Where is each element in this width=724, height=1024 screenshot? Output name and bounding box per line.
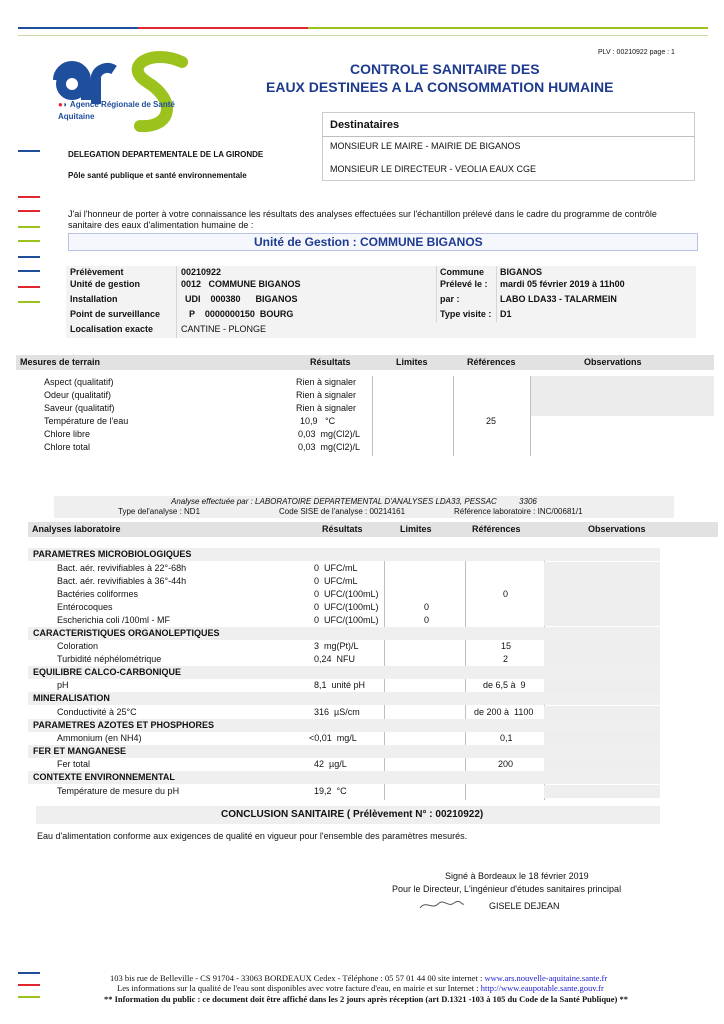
- labo-row-ref: 0,1: [500, 733, 513, 743]
- terrain-row-ref: 25: [486, 416, 497, 426]
- terrain-row-name: Odeur (qualitatif): [44, 390, 112, 400]
- conclusion-title: CONCLUSION SANITAIRE ( Prélèvement N° : 00210922): [221, 809, 484, 820]
- labo-row-ref: 2: [503, 654, 509, 664]
- unite-value: 0012 COMMUNE BIGANOS: [181, 279, 301, 289]
- pole: Pôle santé publique et santé environnementale: [68, 171, 247, 180]
- preleve-value: mardi 05 février 2019 à 11h00: [500, 279, 625, 289]
- delegation: DELEGATION DEPARTEMENTALE DE LA GIRONDE: [68, 150, 264, 159]
- labo-row-result: 3 mg(Pt)/L: [314, 641, 359, 651]
- installation-value: UDI 000380 BIGANOS: [185, 294, 298, 304]
- section-title: EQUILIBRE CALCO-CARBONIQUE: [33, 667, 181, 677]
- terrain-row-name: Saveur (qualitatif): [44, 403, 115, 413]
- commune-label: Commune: [440, 267, 485, 277]
- section-title: PARAMETRES MICROBIOLOGIQUES: [33, 549, 192, 559]
- footer-info: Les informations sur la qualité de l'eau sont disponibles avec votre facture d'eau, en mairie et sur Internet : http://www.eaupotable.sante.gouv.fr: [117, 983, 604, 993]
- section-title: FER ET MANGANESE: [33, 746, 127, 756]
- labo-row-name: Bact. aér. revivifiables à 36°-44h: [57, 576, 187, 586]
- logo-agency: ●◗ Agence Régionale de Santé: [58, 100, 175, 109]
- terrain-row-result: 0,03 mg(Cl2)/L: [298, 429, 361, 439]
- labo-row-result: 8,1 unité pH: [314, 680, 366, 690]
- labo-row-name: Escherichia coli /100ml - MF: [57, 615, 171, 625]
- labo-row-name: Conductivité à 25°C: [57, 707, 137, 717]
- prelevement-value: 00210922: [181, 267, 222, 277]
- labo-row-name: Entérocoques: [57, 602, 113, 612]
- signature-name: GISELE DEJEAN: [489, 901, 560, 911]
- par-value: LABO LDA33 - TALARMEIN: [500, 294, 617, 304]
- handwritten-signature: [418, 898, 466, 912]
- terrain-row-name: Chlore total: [44, 442, 91, 452]
- labo-row-name: Fer total: [57, 759, 91, 769]
- top-line-red: [138, 27, 308, 29]
- destinataire-2: MONSIEUR LE DIRECTEUR - VEOLIA EAUX CGE: [330, 164, 537, 174]
- destinataires-title: Destinataires: [330, 119, 400, 131]
- footer-address: 103 bis rue de Belleville - CS 91704 - 33063 BORDEAUX Cedex - Téléphone : 05 57 01 44 00 site internet : www.ars.nouvelle-aquitaine.sante.fr: [110, 973, 608, 983]
- labo-obs-cell-temp: [544, 785, 660, 798]
- labo-obs-cell-fer: [544, 758, 660, 771]
- terrain-header-refs: Références: [467, 357, 516, 367]
- intro-text: J'ai l'honneur de porter à votre connaissance les résultats des analyses effectuées sur l'échantillon prélevé dans le cadre du programme de contrôle sanitaire des eaux d'alimentation humaine de :: [68, 209, 657, 230]
- labo-type-analyse: Type del'analyse : ND1: [118, 507, 201, 516]
- point-label: Point de surveillance: [70, 309, 161, 319]
- labo-row-ref: 200: [498, 759, 514, 769]
- labo-row-name: Turbidité néphélométrique: [57, 654, 162, 664]
- unit-title: Unité de Gestion : COMMUNE BIGANOS: [254, 235, 483, 249]
- footer-mark-blue: [18, 972, 40, 974]
- terrain-row-result: 0,03 mg(Cl2)/L: [298, 442, 361, 452]
- terrain-row-name: Aspect (qualitatif): [44, 377, 114, 387]
- side-mark-blue: [18, 150, 40, 152]
- localisation-value: CANTINE - PLONGE: [181, 324, 267, 334]
- localisation-label: Localisation exacte: [70, 324, 154, 334]
- terrain-row-name: Température de l'eau: [44, 416, 129, 426]
- terrain-row-result: Rien à signaler: [296, 403, 357, 413]
- labo-row-limit: 0: [424, 615, 430, 625]
- labo-row-name: Température de mesure du pH: [57, 786, 180, 796]
- labo-header-refs: Références: [472, 524, 521, 534]
- labo-row-result: 42 µg/L: [314, 759, 347, 769]
- destinataires-divider: [322, 136, 694, 137]
- footer-link-ars[interactable]: www.ars.nouvelle-aquitaine.sante.fr: [484, 973, 608, 983]
- labo-header-limits: Limites: [400, 524, 432, 534]
- preleve-label: Prélevé le :: [440, 279, 488, 289]
- side-mark-blue: [18, 256, 40, 258]
- par-label: par :: [440, 294, 460, 304]
- installation-label: Installation: [70, 294, 118, 304]
- type-visite-label: Type visite :: [440, 309, 492, 319]
- destinataire-1: MONSIEUR LE MAIRE - MAIRIE DE BIGANOS: [330, 141, 521, 151]
- title-line-2: EAUX DESTINEES A LA CONSOMMATION HUMAINE: [266, 79, 614, 95]
- labo-obs-cell-ph: [544, 679, 660, 692]
- labo-row-ref: de 200 à 1100: [474, 707, 534, 717]
- commune-value: BIGANOS: [500, 267, 543, 277]
- point-value: P 0000000150 BOURG: [189, 309, 294, 319]
- labo-row-result: 0 UFC/mL: [314, 576, 358, 586]
- side-mark-red: [18, 210, 40, 212]
- terrain-header-results: Résultats: [310, 357, 351, 367]
- terrain-header-label: Mesures de terrain: [20, 357, 101, 367]
- labo-row-result: 19,2 °C: [314, 786, 347, 796]
- terrain-row-result: 10,9 °C: [300, 416, 336, 426]
- labo-row-ref: 0: [503, 589, 509, 599]
- labo-row-result: 0 UFC/mL: [314, 563, 358, 573]
- side-mark-green: [18, 240, 40, 242]
- labo-row-result: 0 UFC/(100mL): [314, 589, 379, 599]
- footer-link-eaupotable[interactable]: http://www.eaupotable.sante.gouv.fr: [480, 983, 604, 993]
- labo-obs-cell-cond: [544, 706, 660, 719]
- section-title: PARAMETRES AZOTES ET PHOSPHORES: [33, 720, 215, 730]
- side-mark-red: [18, 196, 40, 198]
- terrain-header-obs: Observations: [584, 357, 642, 367]
- section-title: CARACTERISTIQUES ORGANOLEPTIQUES: [33, 628, 220, 638]
- footer-mark-green: [18, 996, 40, 998]
- top-line-green: [308, 27, 708, 29]
- terrain-row-result: Rien à signaler: [296, 377, 357, 387]
- labo-row-result: 0 UFC/(100mL): [314, 615, 379, 625]
- top-line-blue: [18, 27, 138, 29]
- footer-notice: ** Information du public : ce document doit être affiché dans les 2 jours après réception (art D.1321 -103 à 105 du Code de la Santé Publique) **: [104, 994, 628, 1004]
- labo-row-result: <0,01 mg/L: [309, 733, 357, 743]
- labo-row-result: 0,24 NFU: [314, 654, 356, 664]
- signature-line-1: Signé à Bordeaux le 18 février 2019: [445, 871, 589, 881]
- type-visite-value: D1: [500, 309, 512, 319]
- side-mark-blue: [18, 270, 40, 272]
- signature-line-2: Pour le Directeur, L'ingénieur d'études sanitaires principal: [392, 884, 622, 894]
- labo-row-ref: 15: [501, 641, 512, 651]
- labo-row-name: Coloration: [57, 641, 99, 651]
- labo-obs-cell-micro: [544, 562, 660, 626]
- labo-obs-cell-orga: [544, 640, 660, 666]
- labo-row-name: pH: [57, 680, 69, 690]
- labo-row-result: 0 UFC/(100mL): [314, 602, 379, 612]
- section-title: CONTEXTE ENVIRONNEMENTAL: [33, 772, 175, 782]
- plv-reference: PLV : 00210922 page : 1: [598, 49, 675, 56]
- labo-effectuee: Analyse effectuée par : LABORATOIRE DEPARTEMENTAL D'ANALYSES LDA33, PESSAC 3306: [171, 497, 537, 506]
- side-mark-green: [18, 301, 40, 303]
- terrain-row-name: Chlore libre: [44, 429, 91, 439]
- top-line-thin: [18, 35, 708, 36]
- conclusion-text: Eau d'alimentation conforme aux exigences de qualité en vigueur pour l'ensemble des paramètres mesurés.: [37, 831, 468, 841]
- labo-header-label: Analyses laboratoire: [32, 524, 121, 534]
- labo-row-name: Ammonium (en NH4): [57, 733, 142, 743]
- labo-header-results: Résultats: [322, 524, 363, 534]
- terrain-row-result: Rien à signaler: [296, 390, 357, 400]
- labo-code-sise: Code SISE de l'analyse : 00214161: [279, 507, 406, 516]
- section-title: MINERALISATION: [33, 693, 110, 703]
- labo-row-name: Bact. aér. revivifiables à 22°-68h: [57, 563, 187, 573]
- labo-obs-cell-nh4: [544, 732, 660, 745]
- labo-row-result: 316 µS/cm: [314, 707, 360, 717]
- title-line-1: CONTROLE SANITAIRE DES: [350, 61, 540, 77]
- labo-header-obs: Observations: [588, 524, 646, 534]
- terrain-observations-cell: [530, 376, 714, 416]
- labo-row-limit: 0: [424, 602, 430, 612]
- labo-row-name: Bactéries coliformes: [57, 589, 139, 599]
- section-bg: [28, 692, 660, 705]
- logo-region: Aquitaine: [58, 112, 95, 121]
- labo-row-ref: de 6,5 à 9: [483, 680, 526, 690]
- labo-ref: Référence laboratoire : INC/00681/1: [454, 507, 583, 516]
- prelevement-label: Prélèvement: [70, 267, 124, 277]
- terrain-header-limits: Limites: [396, 357, 428, 367]
- footer-mark-red: [18, 984, 40, 986]
- side-mark-green: [18, 226, 40, 228]
- side-mark-red: [18, 286, 40, 288]
- unite-label: Unité de gestion: [70, 279, 141, 289]
